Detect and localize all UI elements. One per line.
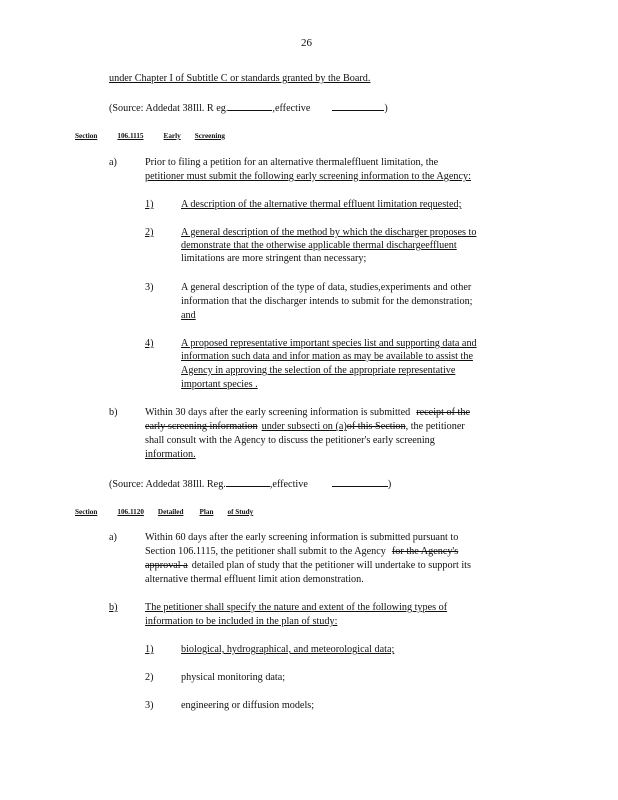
deleted-text: approval a <box>145 560 188 571</box>
section-label: Section <box>75 508 98 516</box>
item-marker: 1) <box>145 199 154 210</box>
text-line <box>145 546 458 558</box>
section-label: Section <box>75 132 98 140</box>
source-effective: ,effective <box>269 479 308 490</box>
text-line: alternative thermal effluent limit ation demonstration. <box>145 574 364 585</box>
text-line: The petitioner shall specify the nature and extent of the following types of <box>145 602 448 613</box>
item-marker: 2) <box>145 672 154 683</box>
text-line: under Chapter I of Subtitle C or standards granted by the Board. <box>109 73 371 84</box>
text-segment: , the petitioner <box>405 421 465 432</box>
item-marker: 4) <box>145 338 154 349</box>
source-note <box>109 101 388 115</box>
text-line <box>145 560 471 572</box>
deleted-text: of this Section <box>346 421 406 432</box>
item-marker: 3) <box>145 700 154 711</box>
text-line: information that the discharger intends to submit for the demonstration; <box>181 296 473 307</box>
text-line: information such data and infor mation as may be available to assist the <box>181 351 473 362</box>
text-line: and <box>181 310 196 321</box>
text-line: Within 60 days after the early screening information is submitted pursuant to <box>145 532 459 543</box>
deleted-text: receipt of the <box>416 407 470 418</box>
source-note <box>109 477 391 491</box>
item-marker: b) <box>109 602 118 613</box>
text-line: engineering or diffusion models; <box>181 700 315 711</box>
item-marker: b) <box>109 407 118 418</box>
section-heading <box>75 506 275 518</box>
page-number: 26 <box>301 37 312 49</box>
section-heading <box>75 130 253 142</box>
source-close: ) <box>387 479 392 490</box>
blank-line <box>332 101 384 111</box>
section-number: 106.1115 <box>117 132 144 140</box>
item-marker: 1) <box>145 644 154 655</box>
text-line <box>145 407 470 419</box>
blank-line <box>332 477 388 487</box>
text-line: information. <box>145 449 196 460</box>
item-marker: a) <box>109 157 117 168</box>
section-title-2: Screening <box>194 132 225 140</box>
text-line: A description of the alternative thermal effluent limitation requested; <box>181 199 462 210</box>
text-line: Prior to filing a petition for an alternative thermaleffluent limitation, the <box>145 157 439 168</box>
text-line: information to be included in the plan of study: <box>145 616 338 627</box>
section-title-2: Plan <box>199 508 214 516</box>
source-text: (Source: Addedat 38Ill. Reg. <box>109 479 226 490</box>
text-line: shall consult with the Agency to discuss the petitioner's early screening <box>145 435 435 446</box>
section-title-3: of Study <box>227 508 254 516</box>
text-line <box>145 421 465 433</box>
text-line: limitations are more stringent than necessary; <box>181 253 367 264</box>
text-segment: Within 30 days after the early screening information is submitted <box>145 407 411 418</box>
text-line: Agency in approving the selection of the appropriate representative <box>181 365 456 376</box>
inserted-text: under subsecti on (a) <box>261 421 347 432</box>
item-marker: 2) <box>145 227 154 238</box>
text-line: A general description of the method by which the discharger proposes to <box>181 227 477 238</box>
text-line: petitioner must submit the following early screening information to the Agency: <box>145 171 471 182</box>
section-number: 106.1120 <box>117 508 144 516</box>
deleted-text: early screening information <box>145 421 258 432</box>
text-line: biological, hydrographical, and meteorological data; <box>181 644 395 655</box>
deleted-text: for the Agency's <box>391 546 459 557</box>
blank-line <box>226 477 270 487</box>
section-title-1: Detailed <box>157 508 184 516</box>
text-line: important species . <box>181 379 258 390</box>
text-line: A general description of the type of data, studies,experiments and other <box>181 282 472 293</box>
text-segment: detailed plan of study that the petitioner will undertake to support its <box>191 560 471 571</box>
text-segment: Section 106.1115, the petitioner shall submit to the Agency <box>145 546 386 557</box>
section-title-1: Early <box>163 132 181 140</box>
text-line: demonstrate that the otherwise applicable thermal dischargeeffluent <box>181 240 457 251</box>
text-line: A proposed representative important species list and supporting data and <box>181 338 477 349</box>
source-text: (Source: Addedat 38Ill. R eg. <box>109 103 229 114</box>
item-marker: a) <box>109 532 117 543</box>
text-line: physical monitoring data; <box>181 672 286 683</box>
source-close: ) <box>384 103 388 114</box>
blank-line <box>228 101 272 111</box>
item-marker: 3) <box>145 282 154 293</box>
source-effective: ,effective <box>272 103 311 114</box>
